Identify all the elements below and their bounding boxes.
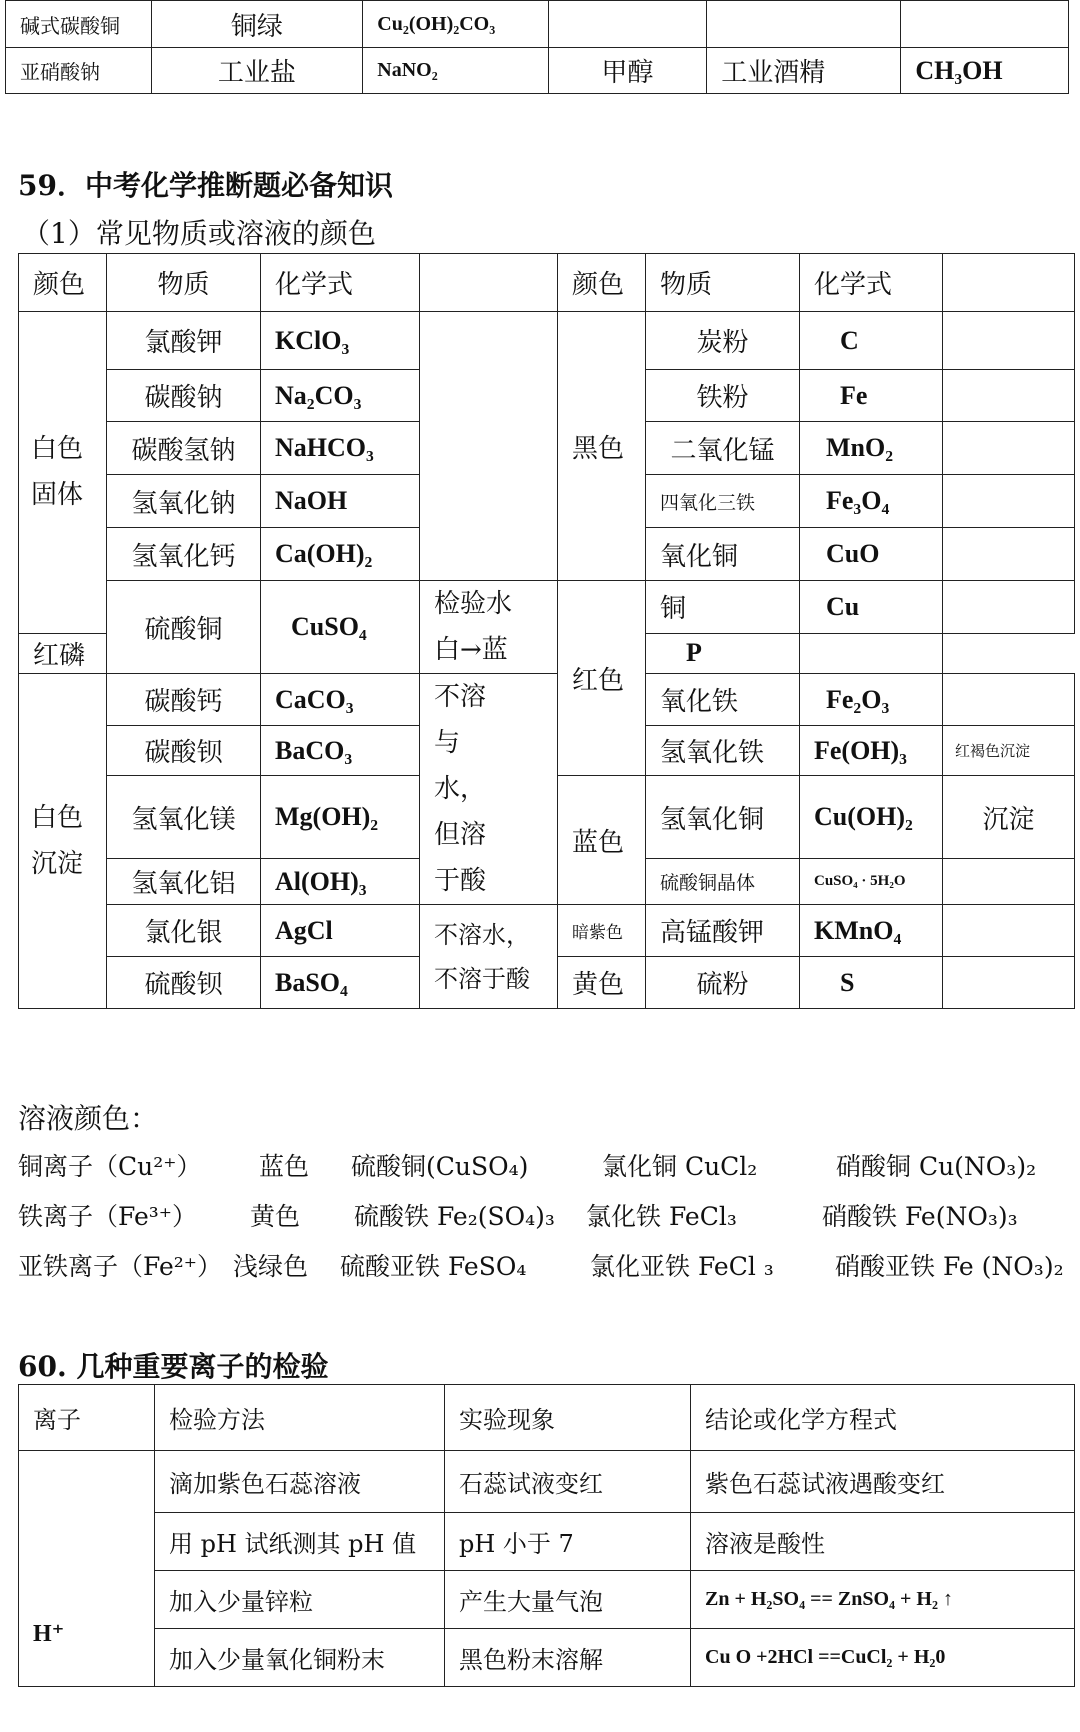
substance-name: 二氧化锰	[646, 422, 800, 475]
table-row	[19, 312, 1075, 370]
blank-cell	[943, 422, 1075, 475]
conclusion-cell: 紫色石蕊试液遇酸变红	[691, 1451, 1075, 1513]
solution-a: 硫酸铜(CuSO₄)	[351, 1152, 529, 1181]
substance-name: 碳酸钠	[107, 370, 261, 422]
substance-name: 氯化银	[107, 905, 261, 957]
top-table-row	[6, 1, 1069, 48]
formula: CuSO₄	[261, 581, 420, 674]
purple-label: 暗紫色	[558, 905, 646, 957]
blank-cell	[943, 528, 1075, 581]
formula: Ca(OH)₂	[261, 528, 420, 581]
solution-a: 硫酸铁 Fe₂(SO₄)₃	[354, 1202, 555, 1231]
top-cell: 铜绿	[151, 1, 363, 48]
substance-name: 四氧化三铁	[646, 475, 800, 528]
formula: NaOH	[261, 475, 420, 528]
top-cell: 甲醇	[548, 48, 707, 94]
substance-name: 硫酸铜晶体	[646, 859, 800, 905]
phenomenon-cell: 产生大量气泡	[445, 1571, 691, 1629]
blank-cell	[420, 312, 558, 581]
yellow-label: 黄色	[558, 957, 646, 1009]
section-59-subtitle: （1）常见物质或溶液的颜色	[22, 217, 376, 250]
header-cell: 物质	[646, 254, 800, 312]
phenomenon-cell: 石蕊试液变红	[445, 1451, 691, 1513]
header-cell: 离子	[19, 1385, 155, 1451]
formula: S	[800, 957, 943, 1009]
acid-soluble-note: 不溶与水，但溶于酸	[420, 674, 558, 905]
table-row	[19, 1513, 1075, 1571]
phenomenon-cell: pH 小于 7	[445, 1513, 691, 1571]
substance-name: 氯酸钾	[107, 312, 261, 370]
formula: Al(OH)₃	[261, 859, 420, 905]
blank-cell	[943, 370, 1075, 422]
substance-name: 硫酸钡	[107, 957, 261, 1009]
blank-cell	[943, 312, 1075, 370]
table-row	[19, 1629, 1075, 1687]
table-row	[19, 1451, 1075, 1513]
formula: CuSO₄ · 5H₂O	[800, 859, 943, 905]
cuso4-note: 检验水白→蓝	[420, 581, 558, 674]
substance-name: 碳酸钙	[107, 674, 261, 726]
formula: CaCO₃	[261, 674, 420, 726]
substance-name: 炭粉	[646, 312, 800, 370]
ion-label: 铁离子（Fe³⁺）	[18, 1202, 197, 1231]
formula: CuO	[800, 528, 943, 581]
method-cell: 加入少量锌粒	[155, 1571, 445, 1629]
color-label: 黄色	[250, 1202, 301, 1231]
conclusion-cell: Cu O +2HCl ==CuCl₂ + H₂0	[691, 1629, 1075, 1687]
substance-name: 氢氧化铁	[646, 726, 800, 776]
top-cell: 工业酒精	[707, 48, 901, 94]
substance-name: 氧化铁	[646, 674, 800, 726]
color-label: 蓝色	[259, 1152, 310, 1181]
phenomenon-cell: 黑色粉末溶解	[445, 1629, 691, 1687]
blank-cell	[800, 633, 943, 673]
substance-name: 铜	[646, 581, 800, 634]
table-row	[19, 1571, 1075, 1629]
substance-name: 硫酸铜	[107, 581, 261, 674]
ion-table-header	[19, 1385, 1075, 1451]
note-cell: 红褐色沉淀	[943, 726, 1075, 776]
solution-b: 氯化铜 CuCl₂	[602, 1152, 758, 1181]
formula: C	[800, 312, 943, 370]
top-cell: CH₃OH	[901, 48, 1069, 94]
color-table	[18, 253, 1075, 1009]
substance-name: 氢氧化铜	[646, 776, 800, 859]
top-cell: Cu₂(OH)₂CO₃	[363, 1, 548, 48]
section-60-title: 60. 几种重要离子的检验	[18, 1350, 329, 1383]
table-row	[19, 905, 1075, 957]
header-cell: 物质	[107, 254, 261, 312]
substance-name: 氢氧化镁	[107, 776, 261, 859]
formula: P	[646, 633, 800, 673]
formula: Cu	[800, 581, 943, 634]
substance-name: 铁粉	[646, 370, 800, 422]
substance-name: 碳酸钡	[107, 726, 261, 776]
method-cell: 滴加紫色石蕊溶液	[155, 1451, 445, 1513]
header-cell: 检验方法	[155, 1385, 445, 1451]
ion-test-table	[18, 1384, 1075, 1687]
top-cell	[548, 1, 707, 48]
method-cell: 加入少量氧化铜粉末	[155, 1629, 445, 1687]
black-label: 黑色	[558, 312, 646, 581]
solution-b: 氯化铁 FeCl₃	[586, 1202, 737, 1231]
formula: KClO₃	[261, 312, 420, 370]
blank-cell	[943, 581, 1075, 634]
white-ppt-label: 白色沉淀	[19, 674, 107, 1009]
formula: BaSO₄	[261, 957, 420, 1009]
formula: NaHCO₃	[261, 422, 420, 475]
conclusion-cell: Zn + H₂SO₄ == ZnSO₄ + H₂ ↑	[691, 1571, 1075, 1629]
ion-cell: H⁺	[19, 1451, 155, 1687]
solution-colors-title: 溶液颜色：	[18, 1102, 159, 1135]
header-cell: 结论或化学方程式	[691, 1385, 1075, 1451]
formula: Fe	[800, 370, 943, 422]
solution-a: 硫酸亚铁 FeSO₄	[340, 1252, 527, 1281]
solution-b: 氯化亚铁 FeCl ₃	[590, 1252, 774, 1281]
top-cell	[901, 1, 1069, 48]
substance-name: 高锰酸钾	[646, 905, 800, 957]
table-row	[19, 674, 1075, 726]
formula: Fe(OH)₃	[800, 726, 943, 776]
formula: AgCl	[261, 905, 420, 957]
header-cell: 颜色	[19, 254, 107, 312]
top-cell	[707, 1, 901, 48]
conclusion-cell: 溶液是酸性	[691, 1513, 1075, 1571]
color-label: 浅绿色	[233, 1252, 309, 1281]
red-label: 红色	[558, 581, 646, 776]
formula: Fe₂O₃	[800, 674, 943, 726]
blue-label: 蓝色	[558, 776, 646, 905]
formula: KMnO₄	[800, 905, 943, 957]
blank-cell	[943, 905, 1075, 957]
color-table-header	[19, 254, 1075, 312]
blank-cell	[943, 674, 1075, 726]
substance-name: 红磷	[19, 633, 107, 673]
formula: BaCO₃	[261, 726, 420, 776]
header-cell: 颜色	[558, 254, 646, 312]
solution-c: 硝酸亚铁 Fe (NO₃)₂	[835, 1252, 1064, 1281]
table-row	[19, 581, 1075, 634]
note-cell: 沉淀	[943, 776, 1075, 859]
substance-name: 氢氧化钙	[107, 528, 261, 581]
header-cell	[943, 254, 1075, 312]
blank-cell	[943, 957, 1075, 1009]
section-59-title: 59．中考化学推断题必备知识	[18, 169, 393, 202]
solution-c: 硝酸铜 Cu(NO₃)₂	[836, 1152, 1037, 1181]
solution-c: 硝酸铁 Fe(NO₃)₃	[822, 1202, 1018, 1231]
formula: Cu(OH)₂	[800, 776, 943, 859]
formula: Na₂CO₃	[261, 370, 420, 422]
method-cell: 用 pH 试纸测其 pH 值	[155, 1513, 445, 1571]
top-table	[5, 0, 1069, 94]
header-cell	[420, 254, 558, 312]
formula: MnO₂	[800, 422, 943, 475]
blank-cell	[943, 475, 1075, 528]
substance-name: 硫粉	[646, 957, 800, 1009]
white-solid-label: 白色固体	[19, 312, 107, 634]
top-cell: 工业盐	[151, 48, 363, 94]
top-cell: NaNO₂	[363, 48, 548, 94]
top-table-row	[6, 48, 1069, 94]
insoluble-note: 不溶水，不溶于酸	[420, 905, 558, 1009]
formula: Fe₃O₄	[800, 475, 943, 528]
top-cell: 亚硝酸钠	[6, 48, 152, 94]
header-cell: 实验现象	[445, 1385, 691, 1451]
header-cell: 化学式	[800, 254, 943, 312]
substance-name: 氢氧化铝	[107, 859, 261, 905]
ion-label: 亚铁离子（Fe²⁺）	[18, 1252, 222, 1281]
formula: Mg(OH)₂	[261, 776, 420, 859]
top-cell: 碱式碳酸铜	[6, 1, 152, 48]
blank-cell	[943, 859, 1075, 905]
substance-name: 碳酸氢钠	[107, 422, 261, 475]
substance-name: 氧化铜	[646, 528, 800, 581]
header-cell: 化学式	[261, 254, 420, 312]
ion-label: 铜离子（Cu²⁺）	[18, 1152, 202, 1181]
substance-name: 氢氧化钠	[107, 475, 261, 528]
